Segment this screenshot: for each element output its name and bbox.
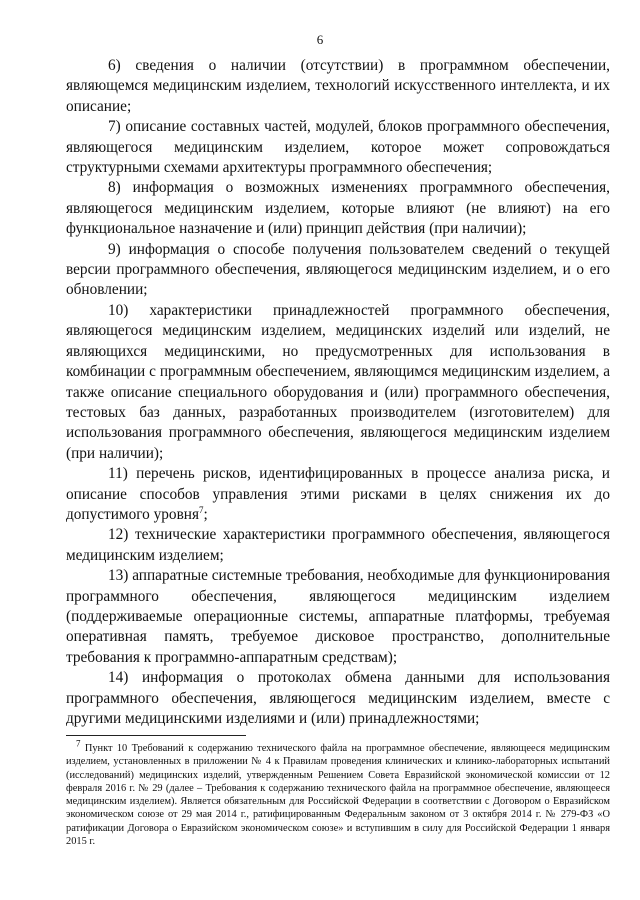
paragraph-item-7: 7) описание составных частей, модулей, блоков программного обеспечения, являющегося медицинским изделием, которое может сопровождаться структурными схемами архитектуры программного обеспечения; (66, 118, 610, 177)
page-number: 6 (316, 32, 324, 47)
footnote (66, 738, 610, 848)
footnote-divider (66, 735, 246, 736)
footnote-reference[interactable]: 7 (199, 504, 204, 515)
paragraph-item-11-text: 11) перечень рисков, идентифицированных в процессе анализа риска, и описание способов управления этими рисками в целях снижения их до допустимого уровня (66, 465, 610, 523)
paragraph-item-8: 8) информация о возможных изменениях программного обеспечения, являющегося медицинским изделием, которые влияют (не влияют) на его функциональное назначение и (или) принцип действия (при наличии); (66, 179, 610, 238)
paragraph-item-14: 14) информация о протоколах обмена данными для использования программного обеспечения, являющегося медицинским изделием, вместе с другими медицинскими изделиями и (или) принадлежностями; (66, 669, 610, 727)
paragraph-item-13: 13) аппаратные системные требования, необходимые для функционирования программного обеспечения, являющегося медицинским изделием (поддерживаемые операционные системы, аппаратные платформы, требуемая оперативная память, требуемое дисковое пространство, дополнительные требования к программно-аппаратным средствам); (66, 567, 610, 666)
footnote-text: Пункт 10 Требований к содержанию технического файла на программное обеспечение, являющееся медицинским изделием, установленных в приложении № 4 к Правилам проведения клинических и клинико-лабораторных испытаний (исследований) медицинских изделий, утвержденным Решением Совета Евразийской экономической комиссии от 12 февраля 2016 г. № 29 (далее – Требования к содержанию технического файла на программное обеспечение, являющееся медицинским изделием). Является обязательным для Российской Федерации в соответствии с Договором о Евразийском экономическом союзе от 29 мая 2014 г., ратифицированным Федеральным законом от 3 октября 2014 г. № 279-ФЗ «О ратификации Договора о Евразийском экономическом союзе» и вступившим в силу для Российской Федерации 1 января 2015 г. (66, 743, 610, 848)
paragraph-item-11-tail: ; (203, 505, 208, 523)
paragraph-item-10: 10) характеристики принадлежностей программного обеспечения, являющегося медицинским изделием, медицинских изделий или изделий, не являющихся медицинскими, но предусмотренных для использования в комбинации с программным обеспечением, являющимся медицинским изделием, а также описание специального оборудования и (или) программного обеспечения, тестовых баз данных, разработанных производителем (изготовителем) для использования программного обеспечения, являющегося медицинским изделием (при наличии); (66, 301, 610, 462)
paragraph-item-12: 12) технические характеристики программного обеспечения, являющегося медицинским изделием; (66, 526, 610, 564)
paragraph-item-9: 9) информация о способе получения пользователем сведений о текущей версии программного обеспечения, являющегося медицинским изделием, и о его обновлении; (66, 240, 610, 299)
paragraph-item-6: 6) сведения о наличии (отсутствии) в программном обеспечении, являющемся медицинским изделием, технологий искусственного интеллекта, и их описание; (66, 57, 610, 115)
paragraph-item-11 (66, 464, 610, 525)
body-text (66, 56, 610, 729)
footnote-number: 7 (76, 738, 81, 749)
